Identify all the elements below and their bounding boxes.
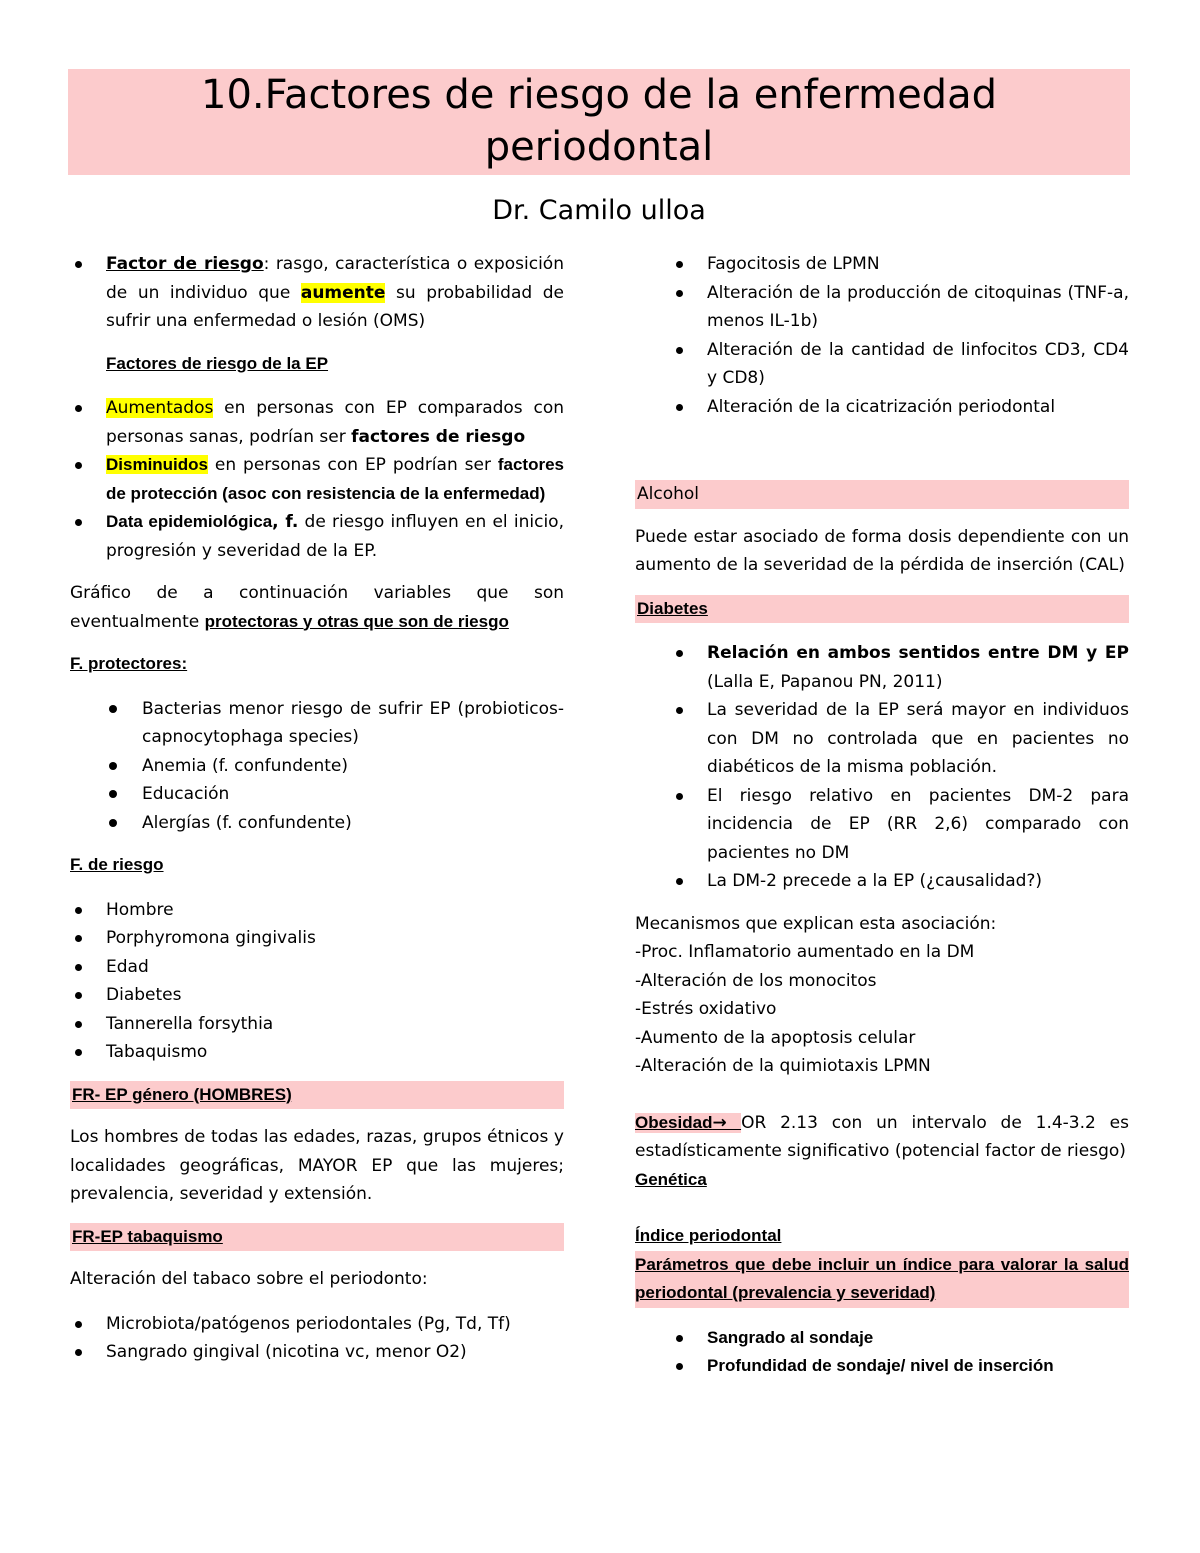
grafico-bold: protectoras y otras que son de riesgo <box>204 611 509 631</box>
alcohol-heading: Alcohol <box>635 480 1129 509</box>
list-item-bold: Data epidemiológica <box>106 512 273 531</box>
fr-ep-heading: Factores de riesgo de la EP <box>106 353 329 373</box>
list-item: La severidad de la EP será mayor en individuos con DM no controlada que en pacientes no diabéticos de la misma población. <box>671 696 1129 782</box>
list-item <box>671 639 1129 696</box>
disminuidos-highlight: Disminuidos <box>106 455 209 474</box>
list-item-bold: factores de riesgo <box>351 426 526 447</box>
list-item: Hombre <box>70 896 564 925</box>
list-item: Microbiota/patógenos periodontales (Pg, Td, Tf) <box>70 1310 564 1339</box>
list-item-text: de riesgo influyen en el inicio, progresión y severidad de la EP. <box>106 512 564 561</box>
mecanismos-line: -Alteración de los monocitos <box>635 970 877 991</box>
obesidad-paragraph <box>635 1109 1129 1166</box>
indice-heading: Índice periodontal <box>635 1226 782 1245</box>
list-item: Porphyromona gingivalis <box>70 924 564 953</box>
riesgo-list <box>70 896 564 1067</box>
tabaquismo-text: Alteración del tabaco sobre el periodonto: <box>70 1269 428 1289</box>
mecanismos-block <box>635 910 1129 1081</box>
protectores-list <box>106 695 564 838</box>
list-item: Alergías (f. confundente) <box>106 809 564 838</box>
genero-heading: FR- EP género (HOMBRES) <box>72 1084 292 1104</box>
list-item <box>70 451 564 508</box>
definition-item <box>70 250 564 336</box>
list-item: Sangrado al sondaje <box>671 1324 1129 1353</box>
list-item <box>70 394 564 451</box>
mecanismos-line: Mecanismos que explican esta asociación: <box>635 913 997 934</box>
definition-list <box>70 250 564 336</box>
list-item: Tannerella forsythia <box>70 1010 564 1039</box>
obesidad-heading: Obesidad <box>635 1112 713 1132</box>
definition-text-1: : rasgo, característica o exposición de un individuo que <box>106 254 564 303</box>
left-column <box>70 250 564 1367</box>
title-line-2: periodontal <box>484 124 714 170</box>
list-item-text: en personas con EP comparados con personas sanas, podrían ser <box>106 398 564 447</box>
list-item: Alteración de la cicatrización periodontal <box>671 393 1129 422</box>
mecanismos-line: -Aumento de la apoptosis celular <box>635 1027 916 1048</box>
list-item <box>70 508 564 565</box>
mecanismos-line: -Alteración de la quimiotaxis LPMN <box>635 1056 931 1076</box>
grafico-text: Gráfico de a continuación variables que son eventualmente <box>70 583 564 632</box>
list-item: Fagocitosis de LPMN <box>671 250 1129 279</box>
tabaquismo-list <box>70 1310 564 1367</box>
arrow-icon: → <box>712 1112 742 1133</box>
obesidad-text: OR 2.13 con un intervalo de 1.4-3.2 es estadísticamente significativo (potencial factor de riesgo) <box>635 1112 1129 1161</box>
tabaquismo-heading: FR-EP tabaquismo <box>72 1226 223 1246</box>
definition-text-2: su probabilidad de sufrir una enfermedad o lesión (OMS) <box>106 282 564 331</box>
list-item: La DM-2 precede a la EP (¿causalidad?) <box>671 867 1129 896</box>
alcohol-text: Puede estar asociado de forma dosis dependiente con un aumento de la severidad de la pérdida de inserción (CAL) <box>635 526 1129 575</box>
genero-text: Los hombres de todas las edades, razas, grupos étnicos y localidades geográficas, MAYOR EP que las mujeres; prevalencia, severidad y extensión. <box>70 1127 564 1204</box>
fr-ep-list <box>70 394 564 565</box>
list-item: Bacterias menor riesgo de sufrir EP (probioticos-capnocytophaga species) <box>106 695 564 752</box>
title-line-1: 10.Factores de riesgo de la enfermedad <box>201 72 997 118</box>
diabetes-list <box>671 639 1129 896</box>
list-item: Profundidad de sondaje/ nivel de inserción <box>671 1352 1129 1381</box>
author: Dr. Camilo ulloa <box>492 195 706 226</box>
riesgo-heading: F. de riesgo <box>70 855 164 874</box>
definition-highlight: aumente <box>300 282 386 303</box>
grafico-paragraph <box>70 579 564 636</box>
definition-term: Factor de riesgo <box>106 254 264 274</box>
mecanismos-line: -Estrés oxidativo <box>635 999 777 1019</box>
parametros-list <box>671 1324 1129 1381</box>
parametros-heading: Parámetros que debe incluir un índice para valorar la salud periodontal (prevalencia y severidad) <box>635 1254 1129 1302</box>
list-item-text: (Lalla E, Papanou PN, 2011) <box>707 671 943 692</box>
list-item: Educación <box>106 780 564 809</box>
list-item-bold: factores de protección (asoc con resistencia de la enfermedad) <box>106 455 564 503</box>
diabetes-heading: Diabetes <box>637 598 708 618</box>
list-item: Edad <box>70 953 564 982</box>
list-item: Diabetes <box>70 981 564 1010</box>
list-item: El riesgo relativo en pacientes DM-2 para incidencia de EP (RR 2,6) comparado con pacientes no DM <box>671 782 1129 868</box>
list-item: Alteración de la producción de citoquinas (TNF-a, menos IL-1b) <box>671 279 1129 336</box>
list-item: Alteración de la cantidad de linfocitos CD3, CD4 y CD8) <box>671 336 1129 393</box>
aumentados-highlight: Aumentados <box>106 398 214 418</box>
list-item: Sangrado gingival (nicotina vc, menor O2) <box>70 1338 564 1367</box>
tabaquismo-continued-list <box>671 250 1129 421</box>
document-title <box>68 69 1130 175</box>
list-item: Anemia (f. confundente) <box>106 752 564 781</box>
list-item-bold-2: , f. <box>272 512 299 532</box>
mecanismos-line: -Proc. Inflamatorio aumentado en la DM <box>635 942 975 962</box>
right-column <box>635 250 1129 1381</box>
list-item-bold: Relación en ambos sentidos entre DM y EP <box>707 643 1129 663</box>
list-item: Tabaquismo <box>70 1038 564 1067</box>
genetica-heading: Genética <box>635 1169 707 1189</box>
protectores-heading: F. protectores: <box>70 654 188 673</box>
list-item-text: en personas con EP podrían ser <box>208 455 498 475</box>
